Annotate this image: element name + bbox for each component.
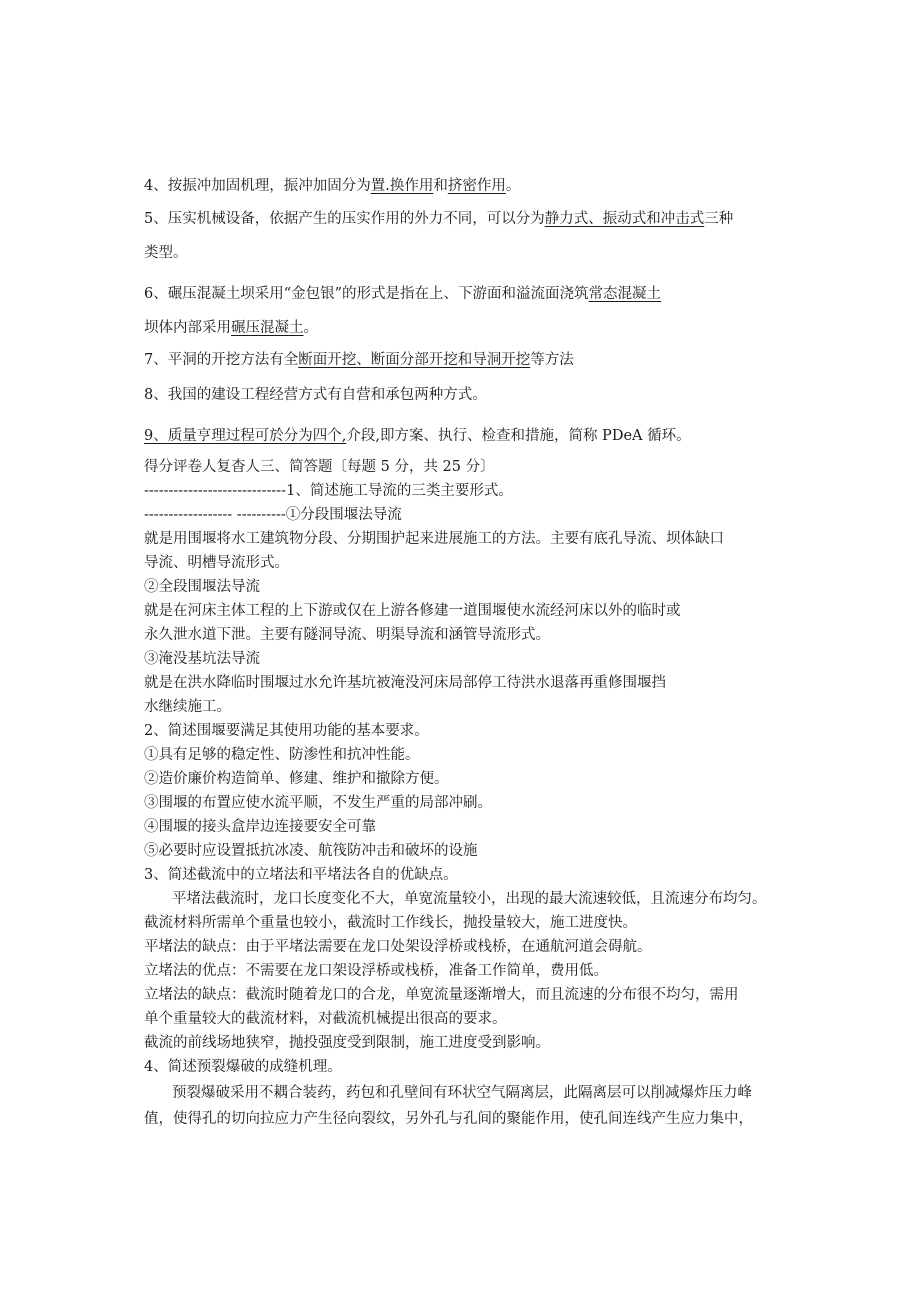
fill-question-6-cont (144, 318, 318, 338)
paragraph-line: 截流材料所需单个重量也较小，截流时工作线长，抛投量较大，施工进度快。 (144, 915, 637, 931)
short-answer-4-title: 4、简述预裂爆破的成缝机理。 (144, 1059, 342, 1075)
short-answer-2-title: 2、简述围堰要满足其使用功能的基本要求。 (144, 723, 429, 739)
list-item: ②造价廉价构造简单、修建、维护和撤除方便。 (144, 771, 449, 787)
sub-heading-1 (144, 505, 402, 525)
fill-question-5 (144, 209, 733, 229)
paragraph-line: 就是用围堰将水工建筑物分段、分期围护起来进展施工的方法。主要有底孔导流、坝体缺口 (144, 531, 724, 547)
question-text: ①分段围堰法导流 (285, 507, 402, 523)
question-text: 类型。 (144, 245, 188, 261)
question-text: 5、压实机械设备，依据产生的压实作用的外力不同，可以分为 (144, 211, 545, 227)
fill-question-8: 8、我国的建设工程经营方式有自营和承包两种方式。 (144, 387, 487, 403)
answer-text: 断面开挖、断面分部开挖和导洞开挖 (298, 352, 531, 368)
paragraph-line: 平堵法的缺点：由于平堵法需要在龙口处架设浮桥或栈桥，在通航河道会碍航。 (144, 939, 652, 955)
question-text: 和 (433, 178, 448, 194)
question-text: 6、碾压混凝土坝采用“金包银”的形式是指在上、下游面和溢流面浇筑 (144, 286, 589, 302)
paragraph-line: 水继续施工。 (144, 699, 231, 715)
dash-leader: ----------------------------- (144, 483, 287, 499)
dash-leader: ------------------ ---------- (144, 507, 286, 523)
fill-question-4 (144, 176, 520, 196)
question-text: 介段,即方案、执行、检查和措施，简称 PDeA 循环。 (346, 428, 691, 444)
paragraph-line: 永久泄水道下泄。主要有隧洞导流、明渠导流和涵管导流形式。 (144, 627, 550, 643)
paragraph-line: 就是在洪水降临时围堰过水允许基坑被淹没河床局部停工待洪水退落再重修围堰挡 (144, 675, 666, 691)
paragraph-line: 值，使得孔的切向拉应力产生径向裂纹，另外孔与孔间的聚能作用，使孔间连线产生应力集中， (144, 1111, 753, 1127)
paragraph-line: 平堵法截流时，龙口长度变化不大，单宽流量较小，出现的最大流速较低，且流速分布均匀。 (172, 891, 767, 907)
paragraph-line: 截流的前线场地狭窄，抛投强度受到限制，施工进度受到影响。 (144, 1035, 550, 1051)
question-text: 三种 (704, 211, 734, 227)
answer-text: 常态混凝土 (588, 286, 662, 302)
paragraph-line: 就是在河床主体工程的上下游或仅在上游各修建一道围堰使水流经河床以外的临时或 (144, 603, 681, 619)
paragraph-line: 预裂爆破采用不耦合装药，药包和孔壁间有环状空气隔离层，此隔离层可以削减爆炸压力峰 (172, 1085, 752, 1101)
question-text: 等方法 (530, 352, 574, 368)
question-text: 。 (505, 178, 521, 194)
question-text: 1、简述施工导流的三类主要形式。 (286, 483, 513, 499)
short-answer-3-title: 3、简述截流中的立堵法和平堵法各自的优缺点。 (144, 867, 458, 883)
paragraph-line: 导流、明槽导流形式。 (144, 555, 289, 571)
paragraph-line: 单个重量较大的截流材料，对截流机械提出很高的要求。 (144, 1011, 507, 1027)
answer-text: 碾压混凝土 (231, 320, 304, 336)
fill-question-6 (144, 284, 661, 304)
question-text: 4、按振冲加固机理，振冲加固分为 (144, 178, 371, 194)
answer-text: 9、质量亨理过程可於分为四个, (144, 428, 347, 444)
list-item: ①具有足够的稳定性、防渗性和抗冲性能。 (144, 747, 420, 763)
fill-question-9 (144, 426, 691, 446)
fill-question-5-cont (144, 243, 188, 263)
list-item: ③围堰的布置应使水流平顺，不发生严重的局部冲刷。 (144, 795, 492, 811)
answer-text: 挤密作用 (447, 178, 506, 194)
question-text: 。 (303, 320, 318, 336)
sub-heading-2: ②全段围堰法导流 (144, 579, 260, 595)
sub-heading-3: ③淹没基坑法导流 (144, 651, 260, 667)
paragraph-line: 立堵法的缺点：截流时随着龙口的合龙，单宽流量逐渐增大，而且流速的分布很不均匀，需用 (144, 987, 739, 1003)
list-item: ⑤必要时应设置抵抗冰凌、航筏防冲击和破坏的设施 (144, 843, 478, 859)
short-answer-1-title (144, 481, 513, 501)
list-item: ④围堰的接头盒岸边连接要安全可靠 (144, 819, 376, 835)
section-header: 得分评卷人复杳人三、简答题〔每题 5 分，共 25 分〕 (144, 459, 495, 475)
question-text: 7、平洞的开挖方法有全 (144, 352, 299, 368)
question-text: 坝体内部采用 (144, 320, 231, 336)
answer-text: 置.换作用 (370, 178, 434, 194)
fill-question-7 (144, 350, 574, 370)
answer-text: 静力式、振动式和冲击式 (544, 211, 705, 227)
paragraph-line: 立堵法的优点：不需要在龙口架设浮桥或栈桥，准备工作简单，费用低。 (144, 963, 608, 979)
